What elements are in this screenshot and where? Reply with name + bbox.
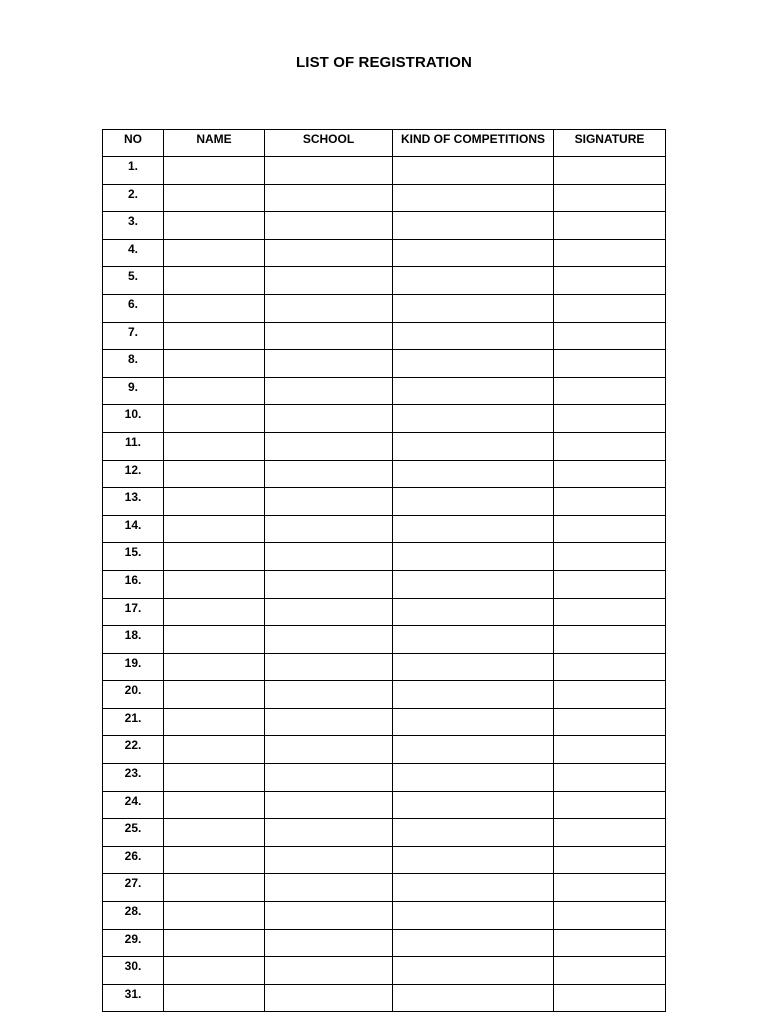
name-cell <box>164 902 265 930</box>
row-number-cell: 11. <box>103 432 164 460</box>
signature-cell <box>554 681 666 709</box>
name-cell <box>164 570 265 598</box>
table-row <box>103 267 666 295</box>
school-cell <box>265 350 393 378</box>
kind-of-competitions-cell <box>393 294 554 322</box>
header-school: SCHOOL <box>265 130 393 157</box>
row-number-cell: 19. <box>103 653 164 681</box>
row-number-cell: 25. <box>103 819 164 847</box>
school-cell <box>265 515 393 543</box>
school-cell <box>265 902 393 930</box>
kind-of-competitions-cell <box>393 653 554 681</box>
header-kind-of-competitions: KIND OF COMPETITIONS <box>393 130 554 157</box>
table-row <box>103 432 666 460</box>
signature-cell <box>554 488 666 516</box>
signature-cell <box>554 570 666 598</box>
name-cell <box>164 791 265 819</box>
kind-of-competitions-cell <box>393 598 554 626</box>
school-cell <box>265 460 393 488</box>
kind-of-competitions-cell <box>393 708 554 736</box>
signature-cell <box>554 598 666 626</box>
name-cell <box>164 157 265 185</box>
signature-cell <box>554 764 666 792</box>
table-row <box>103 460 666 488</box>
name-cell <box>164 543 265 571</box>
school-cell <box>265 488 393 516</box>
table-row <box>103 984 666 1012</box>
signature-cell <box>554 294 666 322</box>
row-number-cell: 10. <box>103 405 164 433</box>
row-number-cell: 28. <box>103 902 164 930</box>
table-row <box>103 570 666 598</box>
table-row <box>103 488 666 516</box>
school-cell <box>265 846 393 874</box>
name-cell <box>164 598 265 626</box>
kind-of-competitions-cell <box>393 902 554 930</box>
table-row <box>103 350 666 378</box>
name-cell <box>164 239 265 267</box>
table-row <box>103 626 666 654</box>
header-no: NO <box>103 130 164 157</box>
table-row <box>103 294 666 322</box>
header-signature: SIGNATURE <box>554 130 666 157</box>
table-row <box>103 543 666 571</box>
name-cell <box>164 736 265 764</box>
table-row <box>103 902 666 930</box>
signature-cell <box>554 377 666 405</box>
kind-of-competitions-cell <box>393 543 554 571</box>
kind-of-competitions-cell <box>393 377 554 405</box>
name-cell <box>164 957 265 985</box>
school-cell <box>265 984 393 1012</box>
row-number-cell: 2. <box>103 184 164 212</box>
school-cell <box>265 570 393 598</box>
table-row <box>103 681 666 709</box>
row-number-cell: 20. <box>103 681 164 709</box>
kind-of-competitions-cell <box>393 626 554 654</box>
table-row <box>103 708 666 736</box>
signature-cell <box>554 239 666 267</box>
table-row <box>103 929 666 957</box>
signature-cell <box>554 267 666 295</box>
signature-cell <box>554 432 666 460</box>
kind-of-competitions-cell <box>393 984 554 1012</box>
kind-of-competitions-cell <box>393 239 554 267</box>
signature-cell <box>554 874 666 902</box>
name-cell <box>164 846 265 874</box>
kind-of-competitions-cell <box>393 267 554 295</box>
registration-table <box>102 129 666 1012</box>
signature-cell <box>554 460 666 488</box>
row-number-cell: 8. <box>103 350 164 378</box>
row-number-cell: 31. <box>103 984 164 1012</box>
signature-cell <box>554 184 666 212</box>
school-cell <box>265 957 393 985</box>
school-cell <box>265 819 393 847</box>
kind-of-competitions-cell <box>393 515 554 543</box>
signature-cell <box>554 708 666 736</box>
school-cell <box>265 681 393 709</box>
kind-of-competitions-cell <box>393 846 554 874</box>
name-cell <box>164 984 265 1012</box>
signature-cell <box>554 902 666 930</box>
school-cell <box>265 791 393 819</box>
signature-cell <box>554 846 666 874</box>
row-number-cell: 13. <box>103 488 164 516</box>
table-row <box>103 212 666 240</box>
signature-cell <box>554 350 666 378</box>
row-number-cell: 5. <box>103 267 164 295</box>
school-cell <box>265 377 393 405</box>
name-cell <box>164 929 265 957</box>
table-row <box>103 515 666 543</box>
signature-cell <box>554 212 666 240</box>
kind-of-competitions-cell <box>393 157 554 185</box>
kind-of-competitions-cell <box>393 957 554 985</box>
signature-cell <box>554 819 666 847</box>
kind-of-competitions-cell <box>393 736 554 764</box>
row-number-cell: 21. <box>103 708 164 736</box>
signature-cell <box>554 791 666 819</box>
school-cell <box>265 653 393 681</box>
page-title: LIST OF REGISTRATION <box>296 54 472 71</box>
kind-of-competitions-cell <box>393 432 554 460</box>
name-cell <box>164 322 265 350</box>
row-number-cell: 23. <box>103 764 164 792</box>
kind-of-competitions-cell <box>393 874 554 902</box>
kind-of-competitions-cell <box>393 460 554 488</box>
signature-cell <box>554 405 666 433</box>
row-number-cell: 30. <box>103 957 164 985</box>
school-cell <box>265 543 393 571</box>
school-cell <box>265 874 393 902</box>
name-cell <box>164 874 265 902</box>
school-cell <box>265 239 393 267</box>
signature-cell <box>554 929 666 957</box>
school-cell <box>265 598 393 626</box>
table-row <box>103 653 666 681</box>
kind-of-competitions-cell <box>393 791 554 819</box>
school-cell <box>265 929 393 957</box>
name-cell <box>164 432 265 460</box>
header-name: NAME <box>164 130 265 157</box>
kind-of-competitions-cell <box>393 350 554 378</box>
name-cell <box>164 681 265 709</box>
school-cell <box>265 267 393 295</box>
table-row <box>103 819 666 847</box>
row-number-cell: 7. <box>103 322 164 350</box>
name-cell <box>164 488 265 516</box>
name-cell <box>164 819 265 847</box>
row-number-cell: 3. <box>103 212 164 240</box>
table-row <box>103 791 666 819</box>
signature-cell <box>554 984 666 1012</box>
school-cell <box>265 184 393 212</box>
school-cell <box>265 708 393 736</box>
row-number-cell: 9. <box>103 377 164 405</box>
signature-cell <box>554 157 666 185</box>
table-row <box>103 957 666 985</box>
table-row <box>103 764 666 792</box>
row-number-cell: 15. <box>103 543 164 571</box>
name-cell <box>164 653 265 681</box>
kind-of-competitions-cell <box>393 212 554 240</box>
kind-of-competitions-cell <box>393 184 554 212</box>
school-cell <box>265 764 393 792</box>
kind-of-competitions-cell <box>393 681 554 709</box>
table-row <box>103 874 666 902</box>
row-number-cell: 12. <box>103 460 164 488</box>
row-number-cell: 14. <box>103 515 164 543</box>
name-cell <box>164 294 265 322</box>
signature-cell <box>554 515 666 543</box>
school-cell <box>265 294 393 322</box>
signature-cell <box>554 653 666 681</box>
row-number-cell: 17. <box>103 598 164 626</box>
row-number-cell: 24. <box>103 791 164 819</box>
table-header-row <box>103 130 666 157</box>
kind-of-competitions-cell <box>393 488 554 516</box>
kind-of-competitions-cell <box>393 322 554 350</box>
name-cell <box>164 377 265 405</box>
name-cell <box>164 212 265 240</box>
table-row <box>103 598 666 626</box>
table-row <box>103 322 666 350</box>
school-cell <box>265 157 393 185</box>
row-number-cell: 4. <box>103 239 164 267</box>
name-cell <box>164 405 265 433</box>
name-cell <box>164 626 265 654</box>
row-number-cell: 27. <box>103 874 164 902</box>
school-cell <box>265 626 393 654</box>
name-cell <box>164 515 265 543</box>
table-row <box>103 184 666 212</box>
kind-of-competitions-cell <box>393 819 554 847</box>
school-cell <box>265 212 393 240</box>
signature-cell <box>554 736 666 764</box>
row-number-cell: 1. <box>103 157 164 185</box>
school-cell <box>265 432 393 460</box>
table-row <box>103 377 666 405</box>
table-row <box>103 157 666 185</box>
row-number-cell: 6. <box>103 294 164 322</box>
row-number-cell: 16. <box>103 570 164 598</box>
name-cell <box>164 708 265 736</box>
kind-of-competitions-cell <box>393 405 554 433</box>
row-number-cell: 22. <box>103 736 164 764</box>
table-row <box>103 846 666 874</box>
table-body <box>103 157 666 1012</box>
name-cell <box>164 350 265 378</box>
signature-cell <box>554 543 666 571</box>
school-cell <box>265 322 393 350</box>
kind-of-competitions-cell <box>393 570 554 598</box>
name-cell <box>164 764 265 792</box>
school-cell <box>265 405 393 433</box>
row-number-cell: 29. <box>103 929 164 957</box>
kind-of-competitions-cell <box>393 764 554 792</box>
signature-cell <box>554 626 666 654</box>
name-cell <box>164 460 265 488</box>
signature-cell <box>554 957 666 985</box>
table-row <box>103 405 666 433</box>
row-number-cell: 26. <box>103 846 164 874</box>
table-row <box>103 736 666 764</box>
name-cell <box>164 267 265 295</box>
school-cell <box>265 736 393 764</box>
name-cell <box>164 184 265 212</box>
signature-cell <box>554 322 666 350</box>
kind-of-competitions-cell <box>393 929 554 957</box>
row-number-cell: 18. <box>103 626 164 654</box>
table-row <box>103 239 666 267</box>
